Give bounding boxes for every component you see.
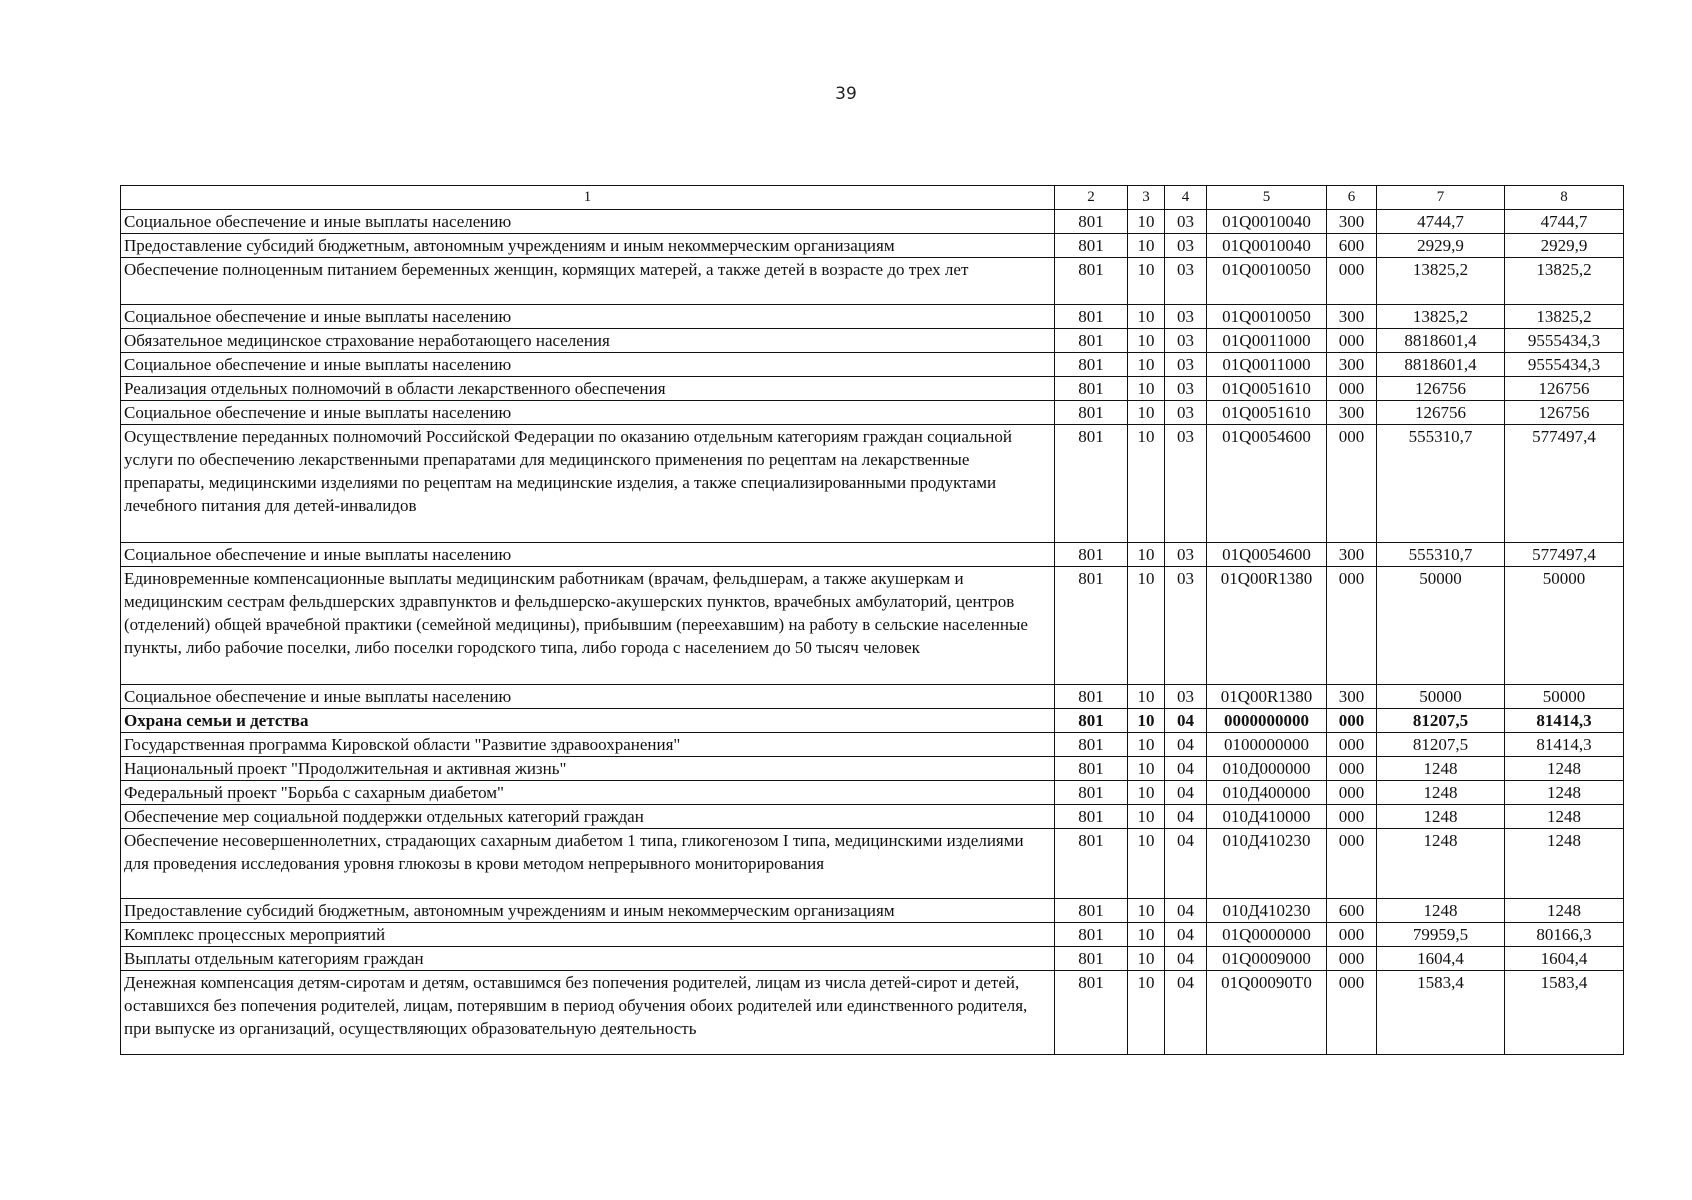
section-cell: 801 [1055,757,1128,781]
amount-2026-cell: 1604,4 [1505,947,1624,971]
amount-2026-cell: 81414,3 [1505,709,1624,733]
expense-type-cell: 000 [1327,947,1377,971]
subsection-cell: 03 [1165,329,1207,353]
expense-type-cell: 000 [1327,377,1377,401]
table-row [121,947,1624,971]
subsection-cell: 04 [1165,781,1207,805]
chapter-cell: 10 [1128,425,1165,543]
row-name-cell: Охрана семьи и детства [121,709,1055,733]
chapter-cell: 10 [1128,258,1165,305]
amount-2025-cell: 1248 [1377,899,1505,923]
expense-type-cell: 000 [1327,709,1377,733]
section-cell: 801 [1055,805,1128,829]
table-row [121,567,1624,685]
target-article-cell: 01Q0010050 [1207,305,1327,329]
row-name-cell: Социальное обеспечение и иные выплаты населению [121,210,1055,234]
chapter-cell: 10 [1128,829,1165,899]
amount-2025-cell: 8818601,4 [1377,353,1505,377]
amount-2026-cell: 50000 [1505,685,1624,709]
target-article-cell: 01Q0010040 [1207,210,1327,234]
budget-table [120,185,1624,1055]
section-cell: 801 [1055,899,1128,923]
chapter-cell: 10 [1128,210,1165,234]
amount-2026-cell: 126756 [1505,401,1624,425]
table-row [121,685,1624,709]
chapter-cell: 10 [1128,234,1165,258]
chapter-cell: 10 [1128,709,1165,733]
expense-type-cell: 600 [1327,899,1377,923]
subsection-cell: 04 [1165,923,1207,947]
row-name-cell: Комплекс процессных мероприятий [121,923,1055,947]
row-name-cell: Национальный проект "Продолжительная и активная жизнь" [121,757,1055,781]
amount-2025-cell: 1583,4 [1377,971,1505,1055]
subsection-cell: 04 [1165,971,1207,1055]
row-name-cell: Предоставление субсидий бюджетным, автономным учреждениям и иным некоммерческим организациям [121,234,1055,258]
header-cell: 2 [1055,186,1128,210]
amount-2026-cell: 126756 [1505,377,1624,401]
section-cell: 801 [1055,425,1128,543]
target-article-cell: 01Q00090T0 [1207,971,1327,1055]
chapter-cell: 10 [1128,947,1165,971]
table-row [121,543,1624,567]
row-name-cell: Социальное обеспечение и иные выплаты населению [121,401,1055,425]
table-row [121,377,1624,401]
row-name-cell: Обеспечение несовершеннолетних, страдающих сахарным диабетом 1 типа, гликогенозом I типа, медицинскими изделиями для проведения исследования уровня глюкозы в крови методом непрерывного мониторирования [121,829,1055,899]
subsection-cell: 04 [1165,757,1207,781]
chapter-cell: 10 [1128,305,1165,329]
row-name-cell: Выплаты отдельным категориям граждан [121,947,1055,971]
amount-2026-cell: 13825,2 [1505,258,1624,305]
chapter-cell: 10 [1128,685,1165,709]
section-cell: 801 [1055,971,1128,1055]
expense-type-cell: 000 [1327,329,1377,353]
subsection-cell: 03 [1165,543,1207,567]
header-cell: 8 [1505,186,1624,210]
table-body [121,210,1624,1055]
amount-2025-cell: 555310,7 [1377,425,1505,543]
table-row [121,234,1624,258]
table-row [121,210,1624,234]
section-cell: 801 [1055,401,1128,425]
amount-2026-cell: 50000 [1505,567,1624,685]
expense-type-cell: 000 [1327,757,1377,781]
subsection-cell: 03 [1165,685,1207,709]
target-article-cell: 010Д400000 [1207,781,1327,805]
target-article-cell: 01Q0051610 [1207,401,1327,425]
subsection-cell: 04 [1165,899,1207,923]
amount-2026-cell: 1248 [1505,829,1624,899]
amount-2025-cell: 2929,9 [1377,234,1505,258]
expense-type-cell: 300 [1327,401,1377,425]
row-name-cell: Обязательное медицинское страхование неработающего населения [121,329,1055,353]
table-header-row [121,186,1624,210]
expense-type-cell: 300 [1327,685,1377,709]
expense-type-cell: 000 [1327,733,1377,757]
table-row [121,733,1624,757]
row-name-cell: Реализация отдельных полномочий в области лекарственного обеспечения [121,377,1055,401]
amount-2025-cell: 1248 [1377,805,1505,829]
table-row [121,781,1624,805]
amount-2025-cell: 1604,4 [1377,947,1505,971]
section-cell: 801 [1055,709,1128,733]
amount-2025-cell: 50000 [1377,567,1505,685]
row-name-cell: Социальное обеспечение и иные выплаты населению [121,353,1055,377]
target-article-cell: 01Q0051610 [1207,377,1327,401]
chapter-cell: 10 [1128,543,1165,567]
row-name-cell: Федеральный проект "Борьба с сахарным диабетом" [121,781,1055,805]
expense-type-cell: 000 [1327,805,1377,829]
amount-2026-cell: 80166,3 [1505,923,1624,947]
header-cell: 5 [1207,186,1327,210]
chapter-cell: 10 [1128,757,1165,781]
target-article-cell: 01Q0010050 [1207,258,1327,305]
amount-2026-cell: 4744,7 [1505,210,1624,234]
table-row [121,923,1624,947]
section-cell: 801 [1055,947,1128,971]
row-name-cell: Обеспечение мер социальной поддержки отдельных категорий граждан [121,805,1055,829]
section-cell: 801 [1055,210,1128,234]
expense-type-cell: 000 [1327,971,1377,1055]
table-row [121,258,1624,305]
chapter-cell: 10 [1128,353,1165,377]
row-name-cell: Социальное обеспечение и иные выплаты населению [121,685,1055,709]
subsection-cell: 04 [1165,733,1207,757]
target-article-cell: 01Q0010040 [1207,234,1327,258]
subsection-cell: 03 [1165,234,1207,258]
amount-2025-cell: 555310,7 [1377,543,1505,567]
expense-type-cell: 300 [1327,305,1377,329]
table-row [121,425,1624,543]
expense-type-cell: 000 [1327,258,1377,305]
target-article-cell: 010Д000000 [1207,757,1327,781]
target-article-cell: 01Q00R1380 [1207,685,1327,709]
amount-2025-cell: 13825,2 [1377,305,1505,329]
section-cell: 801 [1055,685,1128,709]
amount-2026-cell: 81414,3 [1505,733,1624,757]
amount-2026-cell: 1248 [1505,805,1624,829]
subsection-cell: 03 [1165,377,1207,401]
amount-2025-cell: 8818601,4 [1377,329,1505,353]
section-cell: 801 [1055,567,1128,685]
header-cell: 3 [1128,186,1165,210]
amount-2026-cell: 577497,4 [1505,425,1624,543]
expense-type-cell: 000 [1327,567,1377,685]
expense-type-cell: 600 [1327,234,1377,258]
header-cell: 7 [1377,186,1505,210]
table-row [121,401,1624,425]
row-name-cell: Предоставление субсидий бюджетным, автономным учреждениям и иным некоммерческим организациям [121,899,1055,923]
section-cell: 801 [1055,377,1128,401]
amount-2025-cell: 1248 [1377,829,1505,899]
table-row [121,353,1624,377]
table-row [121,329,1624,353]
amount-2025-cell: 1248 [1377,781,1505,805]
section-cell: 801 [1055,305,1128,329]
amount-2025-cell: 79959,5 [1377,923,1505,947]
chapter-cell: 10 [1128,899,1165,923]
header-cell: 6 [1327,186,1377,210]
section-cell: 801 [1055,733,1128,757]
chapter-cell: 10 [1128,377,1165,401]
chapter-cell: 10 [1128,733,1165,757]
amount-2026-cell: 1248 [1505,899,1624,923]
row-name-cell: Государственная программа Кировской области "Развитие здравоохранения" [121,733,1055,757]
amount-2025-cell: 81207,5 [1377,733,1505,757]
amount-2026-cell: 1583,4 [1505,971,1624,1055]
expense-type-cell: 300 [1327,543,1377,567]
chapter-cell: 10 [1128,781,1165,805]
target-article-cell: 01Q0011000 [1207,353,1327,377]
target-article-cell: 01Q00R1380 [1207,567,1327,685]
target-article-cell: 0000000000 [1207,709,1327,733]
row-name-cell: Денежная компенсация детям-сиротам и детям, оставшимся без попечения родителей, лицам из числа детей-сирот и детей, оставшихся без попечения родителей, лицам, потерявшим в период обучения обоих родителей или единственного родителя, при выпуске из организаций, осуществляющих образовательную деятельность [121,971,1055,1055]
amount-2025-cell: 126756 [1377,401,1505,425]
table-row [121,829,1624,899]
amount-2025-cell: 4744,7 [1377,210,1505,234]
chapter-cell: 10 [1128,923,1165,947]
target-article-cell: 01Q0000000 [1207,923,1327,947]
target-article-cell: 01Q0011000 [1207,329,1327,353]
header-cell: 1 [121,186,1055,210]
target-article-cell: 0100000000 [1207,733,1327,757]
amount-2026-cell: 577497,4 [1505,543,1624,567]
amount-2026-cell: 1248 [1505,757,1624,781]
chapter-cell: 10 [1128,401,1165,425]
subsection-cell: 03 [1165,353,1207,377]
subsection-cell: 04 [1165,829,1207,899]
section-cell: 801 [1055,781,1128,805]
row-name-cell: Обеспечение полноценным питанием беременных женщин, кормящих матерей, а также детей в возрасте до трех лет [121,258,1055,305]
target-article-cell: 01Q0054600 [1207,543,1327,567]
subsection-cell: 03 [1165,305,1207,329]
row-name-cell: Осуществление переданных полномочий Российской Федерации по оказанию отдельным категориям граждан социальной услуги по обеспечению лекарственными препаратами для медицинского применения по рецептам на лекарственные препараты, медицинскими изделиями по рецептам на медицинские изделия, а также специализированными продуктами лечебного питания для детей-инвалидов [121,425,1055,543]
chapter-cell: 10 [1128,567,1165,685]
subsection-cell: 03 [1165,425,1207,543]
section-cell: 801 [1055,923,1128,947]
section-cell: 801 [1055,234,1128,258]
table-row [121,709,1624,733]
subsection-cell: 04 [1165,947,1207,971]
chapter-cell: 10 [1128,329,1165,353]
amount-2025-cell: 81207,5 [1377,709,1505,733]
chapter-cell: 10 [1128,971,1165,1055]
target-article-cell: 010Д410000 [1207,805,1327,829]
subsection-cell: 03 [1165,567,1207,685]
expense-type-cell: 000 [1327,923,1377,947]
amount-2026-cell: 2929,9 [1505,234,1624,258]
subsection-cell: 03 [1165,210,1207,234]
target-article-cell: 010Д410230 [1207,829,1327,899]
table-row [121,305,1624,329]
subsection-cell: 03 [1165,401,1207,425]
amount-2026-cell: 9555434,3 [1505,353,1624,377]
target-article-cell: 01Q0009000 [1207,947,1327,971]
target-article-cell: 01Q0054600 [1207,425,1327,543]
section-cell: 801 [1055,329,1128,353]
row-name-cell: Единовременные компенсационные выплаты медицинским работникам (врачам, фельдшерам, а также акушеркам и медицинским сестрам фельдшерских здравпунктов и фельдшерско-акушерских пунктов, врачебных амбулаторий, центров (отделений) общей врачебной практики (семейной медицины), прибывшим (переехавшим) на работу в сельские населенные пункты, либо рабочие поселки, либо поселки городского типа, либо города с населением до 50 тысяч человек [121,567,1055,685]
table-row [121,805,1624,829]
amount-2025-cell: 13825,2 [1377,258,1505,305]
chapter-cell: 10 [1128,805,1165,829]
section-cell: 801 [1055,543,1128,567]
amount-2025-cell: 126756 [1377,377,1505,401]
amount-2025-cell: 50000 [1377,685,1505,709]
table-row [121,899,1624,923]
table-row [121,757,1624,781]
amount-2026-cell: 1248 [1505,781,1624,805]
target-article-cell: 010Д410230 [1207,899,1327,923]
row-name-cell: Социальное обеспечение и иные выплаты населению [121,543,1055,567]
header-cell: 4 [1165,186,1207,210]
expense-type-cell: 300 [1327,353,1377,377]
section-cell: 801 [1055,829,1128,899]
subsection-cell: 03 [1165,258,1207,305]
row-name-cell: Социальное обеспечение и иные выплаты населению [121,305,1055,329]
table-row [121,971,1624,1055]
subsection-cell: 04 [1165,709,1207,733]
section-cell: 801 [1055,353,1128,377]
subsection-cell: 04 [1165,805,1207,829]
amount-2026-cell: 13825,2 [1505,305,1624,329]
expense-type-cell: 000 [1327,781,1377,805]
page-number: 39 [835,84,857,104]
section-cell: 801 [1055,258,1128,305]
expense-type-cell: 000 [1327,829,1377,899]
expense-type-cell: 300 [1327,210,1377,234]
expense-type-cell: 000 [1327,425,1377,543]
amount-2025-cell: 1248 [1377,757,1505,781]
amount-2026-cell: 9555434,3 [1505,329,1624,353]
